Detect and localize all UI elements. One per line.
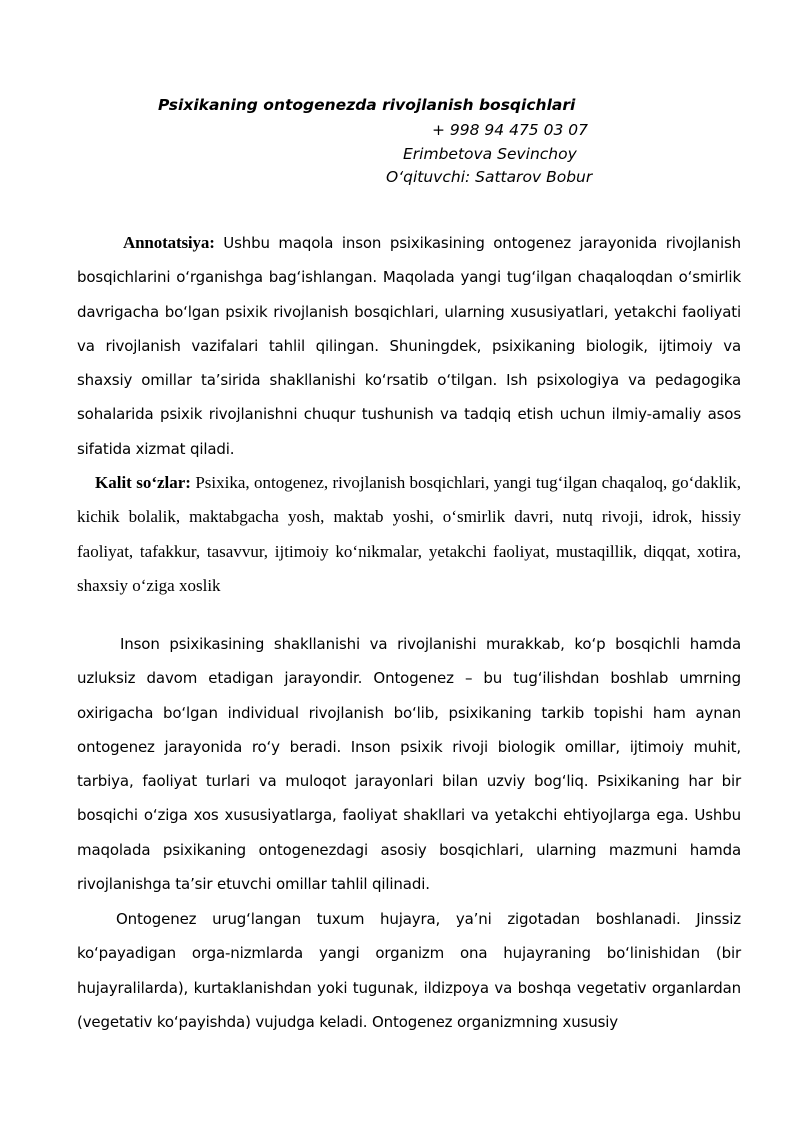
author-phone: + 998 94 475 03 07	[432, 121, 588, 139]
body-paragraph-1: Inson psixikasining shakllanishi va rivojlanishi murakkab, ko‘p bosqichli hamda uzluksiz davom etadigan jarayondir. Ontogenez – bu tug‘ilishdan boshlab umrning oxirigacha bo‘lgan individual rivojlanish bo‘lib, psixikaning tarkib topishi ham aynan ontogenez jarayonida ro‘y beradi. Inson psixik rivoji biologik omillar, ijtimoiy muhit, tarbiya, faoliyat turlari va muloqot jarayonlari bilan uzviy bog‘liq. Psixikaning har bir bosqichi o‘ziga xos xususiyatlarga, faoliyat shakllari va yetakchi ehtiyojlarga ega. Ushbu maqolada psixikaning ontogenezdagi asosiy bosqichlari, ularning mazmuni hamda rivojlanishga ta’sir etuvchi omillar tahlil qilinadi.	[77, 635, 741, 894]
annotation-text: Ushbu maqola inson psixikasining ontogenez jarayonida rivojlanish bosqichlarini o‘rganishga bag‘ishlangan. Maqolada yangi tug‘ilgan chaqaloqdan o‘smirlik davrigacha bo‘lgan psixik rivojlanish bosqichlari, ularning xususiyatlari, yetakchi faoliyati va rivojlanish vazifalari tahlil qilingan. Shuningdek, psixikaning biologik, ijtimoiy va shaxsiy omillar ta’sirida shakllanishi ko‘rsatib o‘tilgan. Ish psixologiya va pedagogika sohalarida psixik rivojlanishni chuqur tushunish va tadqiq etish uchun ilmiy-amaliy asos sifatida xizmat qiladi.	[77, 234, 741, 458]
keywords-paragraph	[77, 466, 741, 603]
keywords-text: Psixika, ontogenez, rivojlanish bosqichlari, yangi tug‘ilgan chaqaloq, go‘daklik, kichik bolalik, maktabgacha yosh, maktab yoshi, o‘smirlik davri, nutq rivoji, idrok, hissiy faoliyat, tafakkur, tasavvur, ijtimoiy ko‘nikmalar, yetakchi faoliyat, mustaqillik, diqqat, xotira, shaxsiy o‘ziga xoslik	[77, 473, 741, 595]
annotation-paragraph	[77, 226, 741, 466]
body-paragraph-2: Ontogenez urug‘langan tuxum hujayra, ya’ni zigotadan boshlanadi. Jinssiz ko‘payadigan orga-nizmlarda yangi organizm ona hujayraning bo‘linishidan (bir hujayralilarda), kurtaklanishdan yoki tugunak, ildizpoya va boshqa vegetativ organlardan (vegetativ ko‘payishda) vujudga keladi. Ontogenez organizmning xususiy	[77, 910, 741, 1031]
teacher-name: O‘qituvchi: Sattarov Bobur	[386, 168, 593, 186]
author-name: Erimbetova Sevinchoy	[403, 145, 577, 163]
annotation-label: Annotatsiya:	[123, 233, 215, 252]
document-title: Psixikaning ontogenezda rivojlanish bosqichlari	[158, 96, 576, 114]
keywords-label: Kalit so‘zlar:	[95, 473, 191, 492]
